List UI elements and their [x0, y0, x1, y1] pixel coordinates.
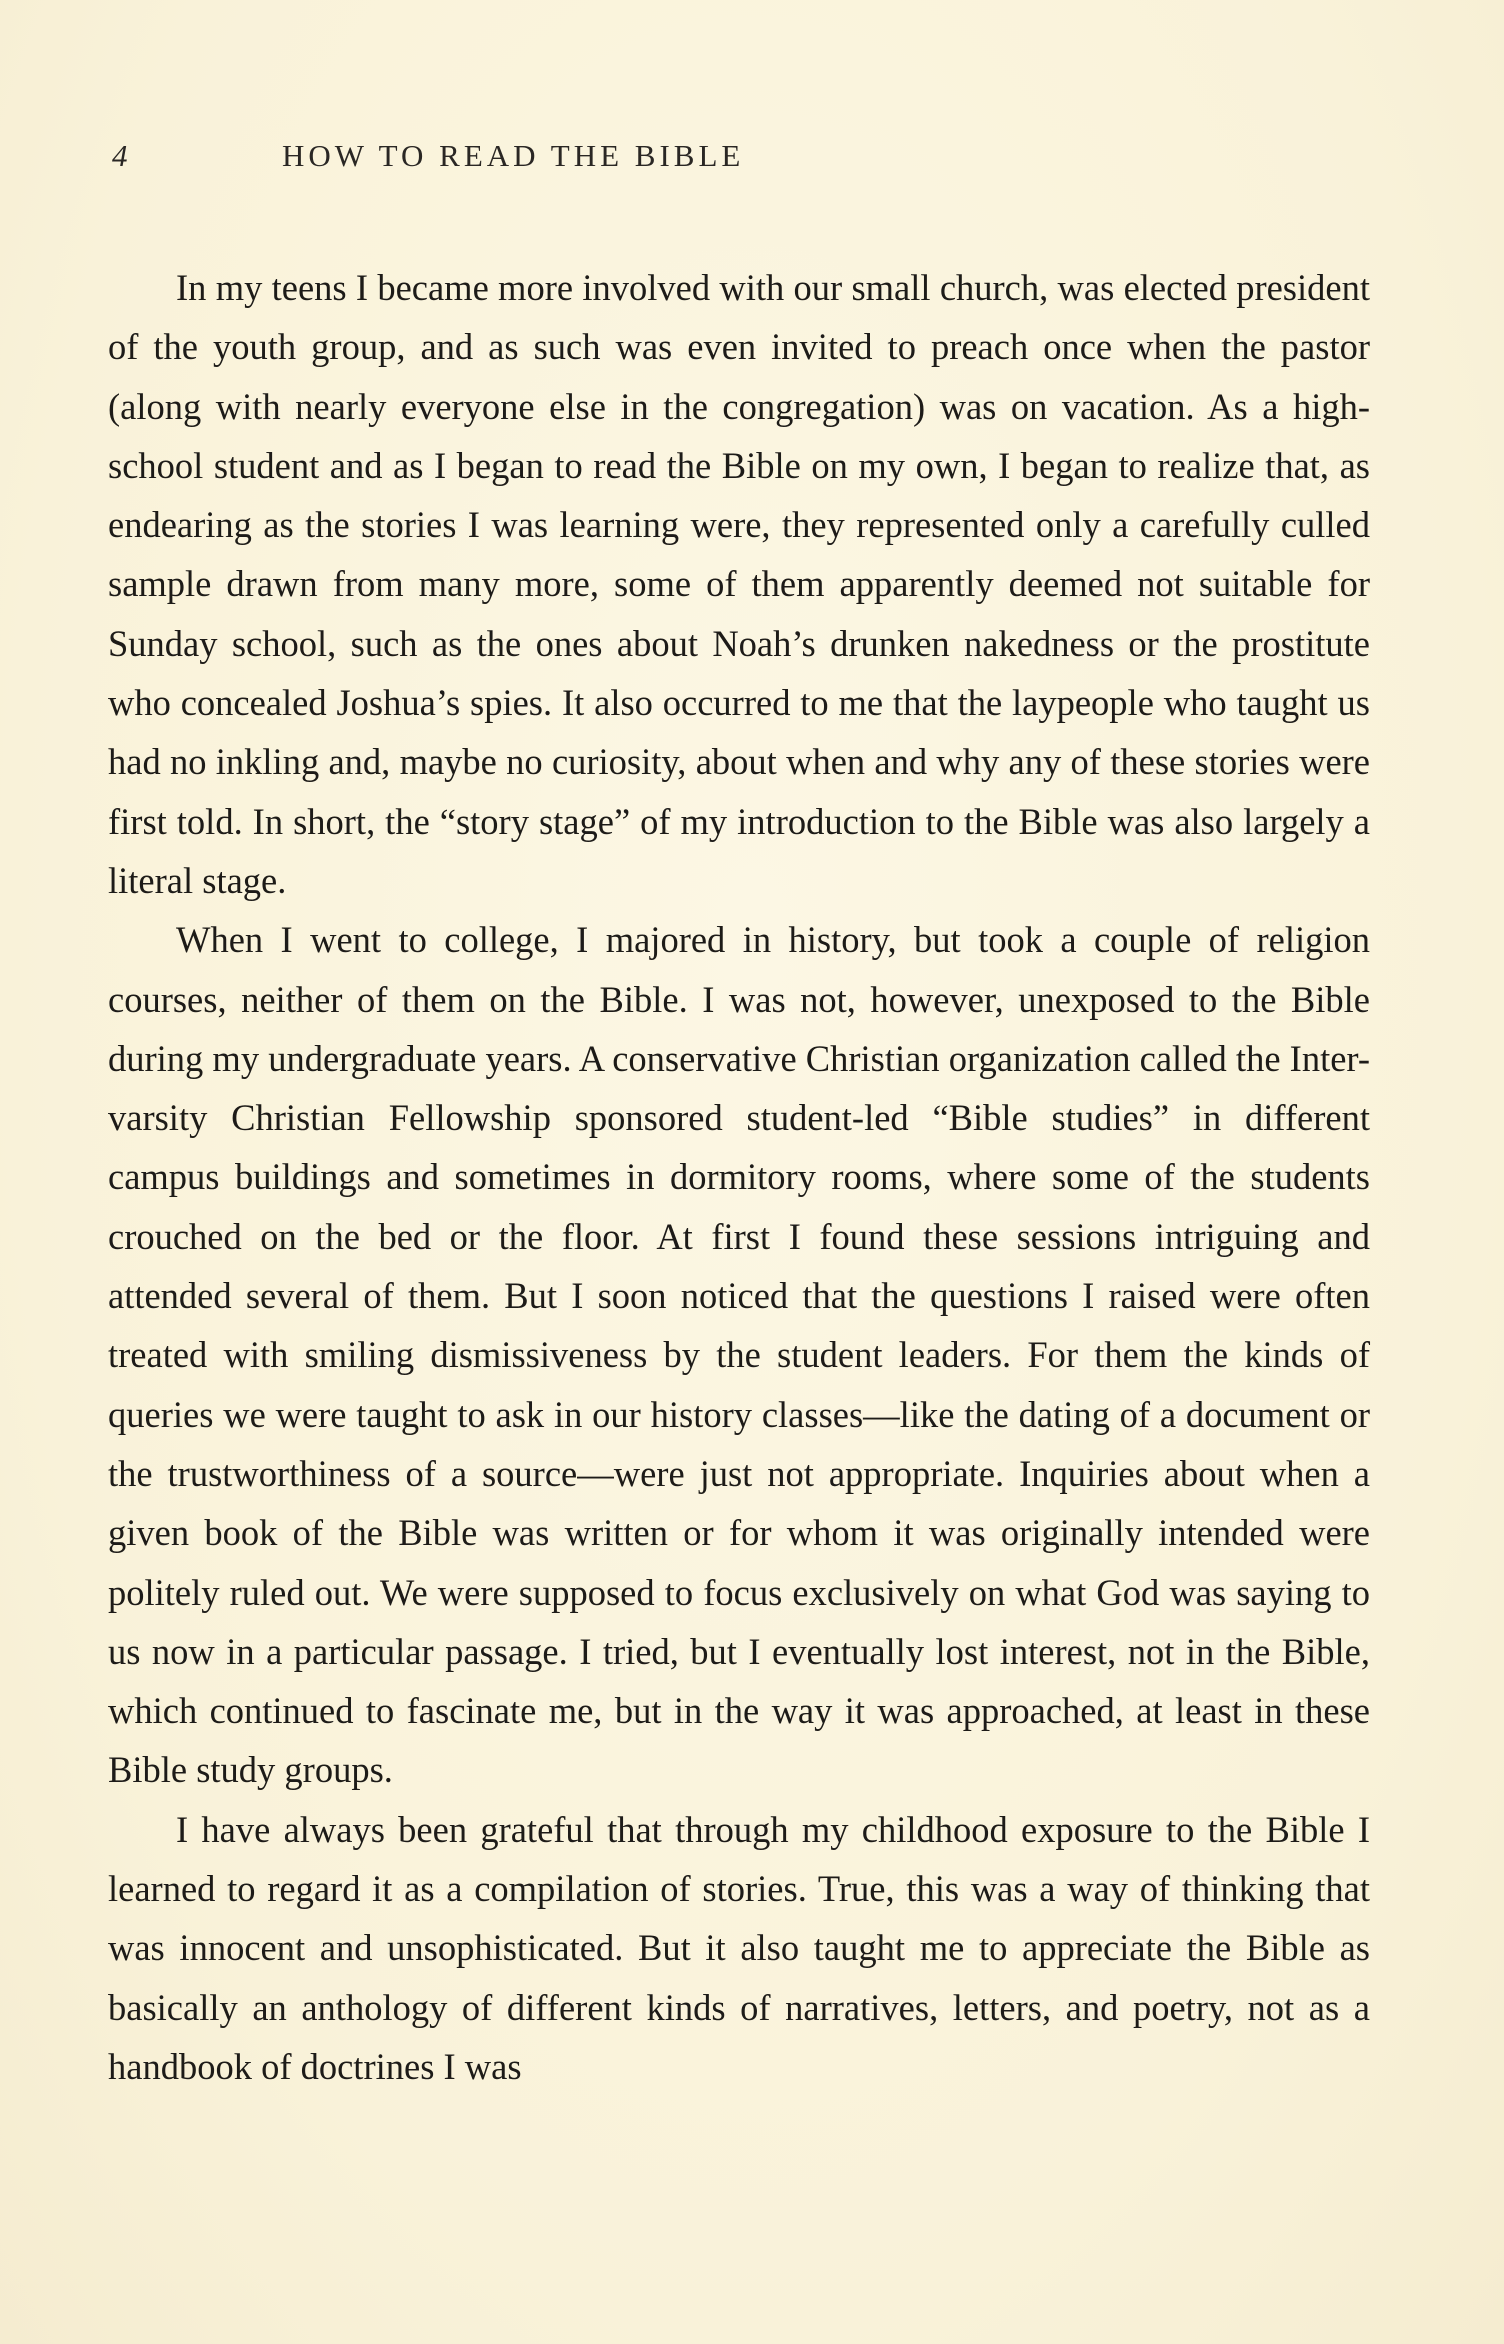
- running-title: HOW TO READ THE BIBLE: [282, 138, 745, 173]
- paragraph: When I went to college, I majored in history, but took a couple of religion courses, neither of them on the Bible. I was not, however, unexposed to the Bible during my undergraduate years. A conservative Christian organization called the Inter-varsity Christian Fellowship sponsored student-led “Bible studies” in different campus buildings and sometimes in dormitory rooms, where some of the students crouched on the bed or the floor. At first I found these sessions intriguing and attended several of them. But I soon noticed that the questions I raised were often treated with smiling dismissiveness by the student leaders. For them the kinds of queries we were taught to ask in our history classes—like the dating of a document or the trustworthiness of a source—were just not appropriate. Inquiries about when a given book of the Bible was written or for whom it was originally intended were politely ruled out. We were supposed to focus exclusively on what God was saying to us now in a particular passage. I tried, but I eventually lost interest, not in the Bible, which continued to fascinate me, but in the way it was approached, at least in these Bible study groups.: [108, 919, 1370, 1791]
- running-head: [112, 134, 1394, 178]
- paragraph: In my teens I became more involved with our small church, was elected president of the youth group, and as such was even invited to preach once when the pastor (along with nearly everyone else in the congregation) was on vacation. As a high-school student and as I began to read the Bible on my own, I began to realize that, as endearing as the stories I was learning were, they represented only a carefully culled sample drawn from many more, some of them apparently deemed not suitable for Sunday school, such as the ones about Noah’s drunken nakedness or the prostitute who concealed Joshua’s spies. It also occurred to me that the laypeople who taught us had no inkling and, maybe no curiosity, about when and why any of these stories were first told. In short, the “story stage” of my introduction to the Bible was also largely a literal stage.: [108, 267, 1370, 901]
- body-text: [108, 258, 1370, 2096]
- paragraph: I have always been grateful that through my childhood exposure to the Bible I learned to regard it as a compilation of stories. True, this was a way of thinking that was innocent and unsophisticated. But it also taught me to appreciate the Bible as basically an anthology of different kinds of narratives, letters, and poetry, not as a handbook of doctrines I was: [108, 1808, 1370, 2087]
- page-number: 4: [112, 138, 128, 173]
